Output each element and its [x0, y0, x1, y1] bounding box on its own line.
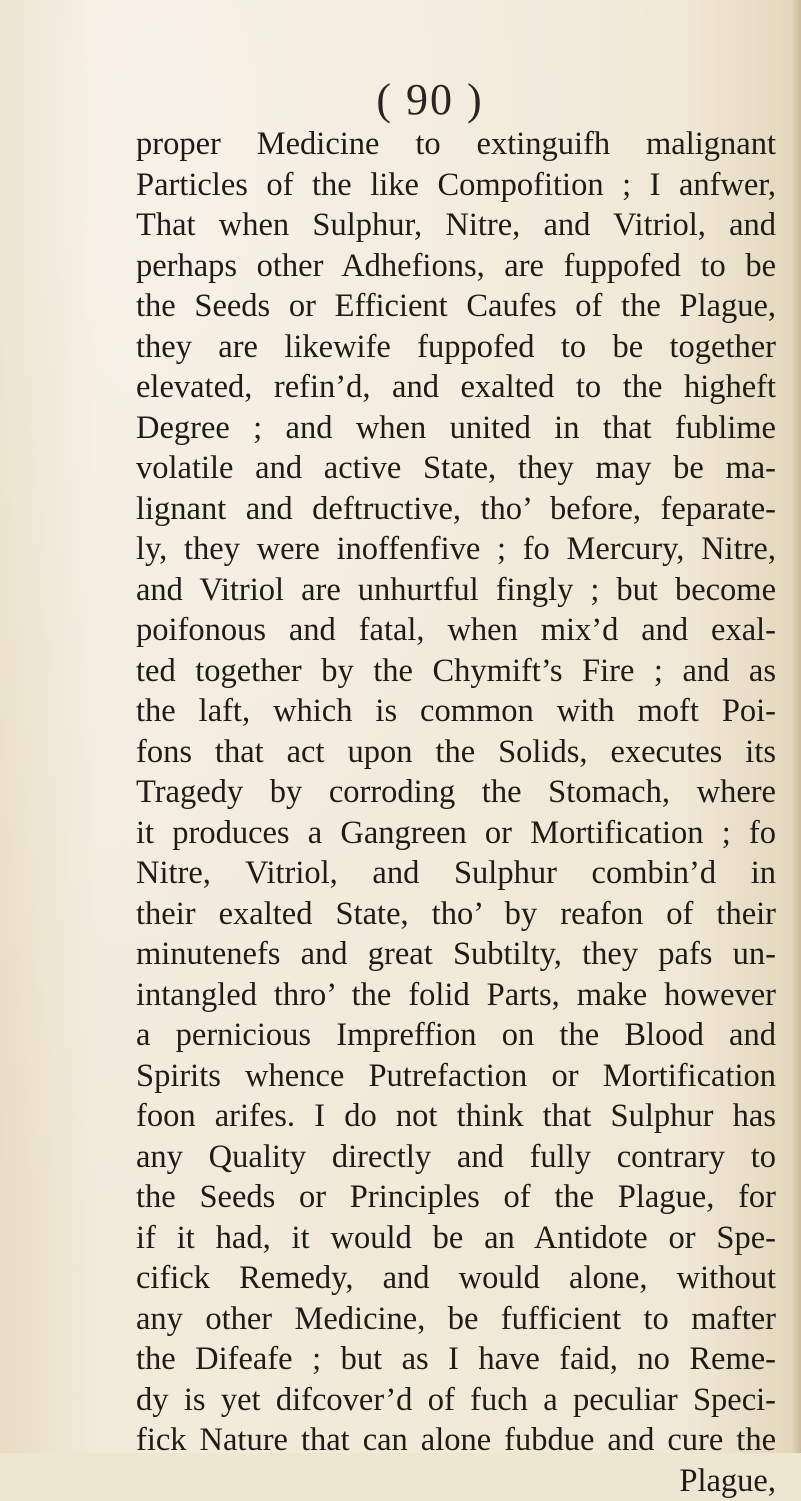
text-line: ted together by the Chymift’s Fire ; and as	[136, 651, 776, 692]
text-line: intangled thro’ the folid Parts, make however	[136, 975, 776, 1016]
text-line: a pernicious Impreffion on the Blood and	[136, 1015, 776, 1056]
text-line: poifonous and fatal, when mix’d and exal-	[136, 610, 776, 651]
text-line: Nitre, Vitriol, and Sulphur combin’d in	[136, 853, 776, 894]
text-line: fick Nature that can alone fubdue and cure the	[136, 1420, 776, 1461]
text-line: Spirits whence Putrefaction or Mortification	[136, 1056, 776, 1097]
text-line: proper Medicine to extinguifh malignant	[136, 124, 776, 165]
body-text	[136, 124, 776, 1501]
text-line: dy is yet difcover’d of fuch a peculiar Speci-	[136, 1380, 776, 1421]
text-line: the Seeds or Efficient Caufes of the Plague,	[136, 286, 776, 327]
text-line: and Vitriol are unhurtful fingly ; but become	[136, 570, 776, 611]
text-line: if it had, it would be an Antidote or Spe-	[136, 1218, 776, 1259]
text-line: minutenefs and great Subtilty, they pafs un-	[136, 934, 776, 975]
text-line: Particles of the like Compofition ; I anfwer,	[136, 165, 776, 206]
text-line: the Difeafe ; but as I have faid, no Reme-	[136, 1339, 776, 1380]
text-line: lignant and deftructive, tho’ before, feparate-	[136, 489, 776, 530]
text-line: perhaps other Adhefions, are fuppofed to be	[136, 246, 776, 287]
text-line: any other Medicine, be fufficient to mafter	[136, 1299, 776, 1340]
text-line: they are likewife fuppofed to be together	[136, 327, 776, 368]
text-line: Tragedy by corroding the Stomach, where	[136, 772, 776, 813]
text-line: cifick Remedy, and would alone, without	[136, 1258, 776, 1299]
text-line: it produces a Gangreen or Mortification ; fo	[136, 813, 776, 854]
text-line: the Seeds or Principles of the Plague, for	[136, 1177, 776, 1218]
text-line: any Quality directly and fully contrary to	[136, 1137, 776, 1178]
page-number: ( 90 )	[370, 70, 490, 130]
text-line: ly, they were inoffenfive ; fo Mercury, Nitre,	[136, 529, 776, 570]
text-line: fons that act upon the Solids, executes its	[136, 732, 776, 773]
text-line: elevated, refin’d, and exalted to the higheft	[136, 367, 776, 408]
text-line: That when Sulphur, Nitre, and Vitriol, and	[136, 205, 776, 246]
text-line: foon arifes. I do not think that Sulphur has	[136, 1096, 776, 1137]
text-line: Degree ; and when united in that fublime	[136, 408, 776, 449]
catchword: Plague,	[136, 1461, 776, 1501]
text-line: their exalted State, tho’ by reafon of their	[136, 894, 776, 935]
text-line: the laft, which is common with moft Poi-	[136, 691, 776, 732]
text-line: volatile and active State, they may be ma-	[136, 448, 776, 489]
page-edge-shadow	[791, 0, 801, 1453]
